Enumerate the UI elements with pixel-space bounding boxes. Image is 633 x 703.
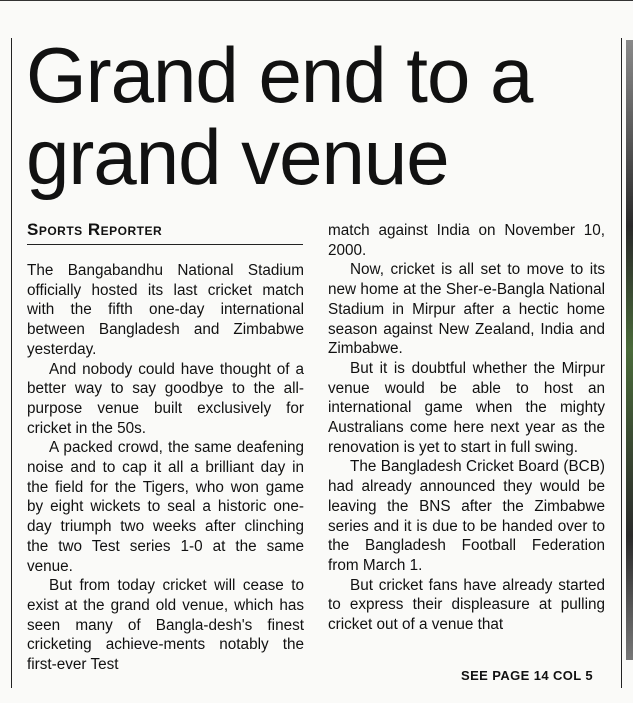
paragraph: The Bangabandhu National Stadium officially hosted its last cricket match with the fifth one-day international between Bangladesh and Zimbabwe yesterday. [27, 262, 304, 358]
paragraph: And nobody could have thought of a better way to say goodbye to the all-purpose venue built exclusively for cricket in the 50s. [27, 360, 304, 437]
article-column-1 [27, 261, 304, 675]
paragraph: But it is doubtful whether the Mirpur venue would be able to host an international game when the mighty Australians come here next year as the renovation is yet to start in full swing. [328, 359, 605, 456]
headline [26, 31, 616, 201]
adjacent-photo-edge [626, 40, 633, 660]
headline-line-1: Grand end to a [26, 31, 533, 119]
paragraph: But cricket fans have already started to express their displeasure at pulling cricket out of a venue that [328, 576, 605, 634]
paragraph: A packed crowd, the same deafening noise and to cap it all a brilliant day in the field for the Tigers, who won game by eight wickets to seal a historic one-day triumph two weeks after clinching the two Test series 1-0 at the same venue. [27, 439, 304, 575]
paragraph: But from today cricket will cease to exist at the grand old venue, which has seen many of Bangla-desh's finest cricketing achieve-ments notably the first-ever Test [27, 577, 304, 674]
paragraph: match against India on November 10, 2000. [328, 222, 605, 259]
column-rule-right [621, 38, 622, 688]
column-rule-left [11, 38, 12, 688]
top-rule [0, 0, 633, 1]
byline: Sports Reporter [27, 220, 303, 245]
paragraph: Now, cricket is all set to move to its new home at the Sher-e-Bangla National Stadium in Mirpur after a hectic home season against New Zealand, India and Zimbabwe. [328, 261, 605, 358]
paragraph: The Bangladesh Cricket Board (BCB) had already announced they would be leaving the BNS after the Zimbabwe series and it is due to be handed over to the Bangladesh Football Federation from March 1. [328, 458, 605, 574]
article-column-2 [328, 221, 605, 635]
continuation-note: SEE PAGE 14 COL 5 [461, 668, 594, 683]
headline-line-2: grand venue [26, 113, 449, 201]
